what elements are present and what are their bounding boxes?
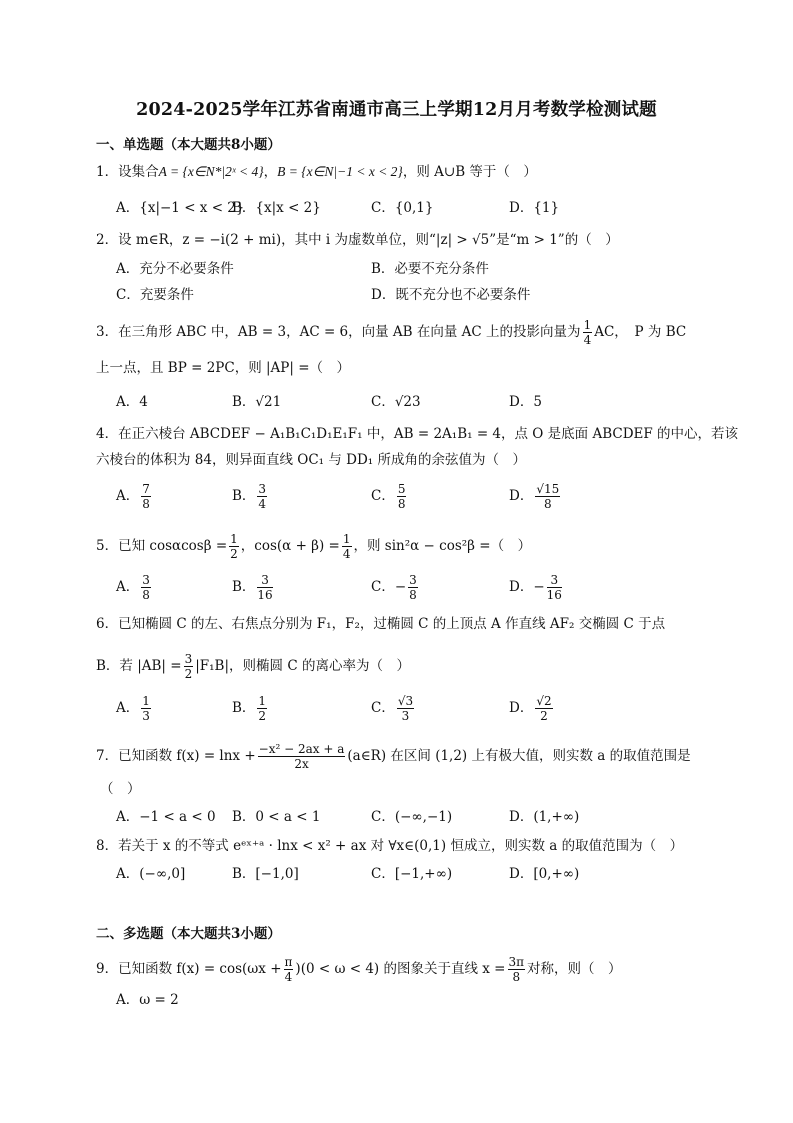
q6-option-a-denominator: 3 [142,709,150,723]
q7-fraction-denominator: 2x [294,757,309,771]
q4-option-b-label: B． [232,488,256,504]
q6-option-c-denominator: 3 [401,709,410,723]
question-8-stem: 8．若关于 x 的不等式 eᵉˣ⁺ᵃ · lnx < x² + ax 对 ∀x∈(0,1) 恒成立，则实数 a 的取值范围为（ ） [96,838,684,854]
q4-option-c-denominator: 8 [397,497,406,511]
question-9-stem [96,955,622,984]
q6-line2-suffix: |F₁B|，则椭圆 C 的离心率为（ ） [195,658,410,674]
q5-option-b-label: B． [232,579,256,595]
q5-option-d-label: D．− [509,579,545,595]
q9-suffix: 对称，则（ ） [527,961,622,977]
q5-option-b [232,573,275,602]
q3-fraction-denominator: 4 [583,333,592,347]
q6-line2-prefix: B．若 |AB| = [96,658,182,674]
q5-option-c-numerator: 3 [409,573,417,587]
q7-option-d: D．(1,+∞) [509,809,580,825]
question-6-line-1: 6．已知椭圆 C 的左、右焦点分别为 F₁，F₂，过椭圆 C 的上顶点 A 作直线 AF₂ 交椭圆 C 于点 [96,616,666,632]
q6-fraction-denominator: 2 [184,667,193,681]
q5-fraction-1 [229,532,239,561]
question-3-line-2: 上一点，且 BP = 2PC，则 |AP| =（ ） [96,360,351,376]
q3-fraction [583,318,593,347]
q5-option-d-denominator: 16 [546,588,562,602]
q3-line1-suffix: AC， P 为 BC [594,324,687,340]
q8-option-b: B．[−1,0] [232,866,299,882]
q7-option-c: C．(−∞,−1) [371,809,453,825]
q5-option-c [371,573,420,602]
question-7-line-2: （ ） [100,781,141,797]
q4-option-c-label: C． [371,488,395,504]
question-2-stem: 2．设 m∈R，z = −i(2 + mi)，其中 i 为虚数单位，则“|z| > √5”是“m > 1”的（ ） [96,232,619,248]
q5-middle: ，cos(α + β) = [240,538,340,554]
q5-option-c-denominator: 8 [409,588,417,602]
q6-option-b-numerator: 1 [258,694,267,708]
q6-option-d-denominator: 2 [540,709,548,723]
q9-fraction-2-numerator: 3π [508,955,525,969]
q7-prefix: 7．已知函数 f(x) = lnx + [96,748,256,764]
q8-option-a: A．(−∞,0] [116,866,186,882]
section-heading-multiple-choice: 二、多选题（本大题共3小题） [96,926,281,942]
q3-option-d: D．5 [509,394,542,410]
q4-option-d-denominator: 8 [543,497,552,511]
q1-separator: ， [263,164,278,180]
q4-option-c-numerator: 5 [397,482,406,496]
q5-fraction-2-numerator: 1 [342,532,351,546]
q9-option-a: A．ω = 2 [116,992,179,1008]
q5-option-b-numerator: 3 [257,573,272,588]
q1-set-b: B = {x∈N|−1 < x < 2} [277,164,403,179]
q1-suffix: ，则 A∪B 等于（ ） [402,164,537,180]
q3-option-b: B．√21 [232,394,282,410]
section-heading-single-choice: 一、单选题（本大题共8小题） [96,137,281,153]
q6-fraction [184,652,194,681]
q6-option-d-label: D． [509,700,534,716]
q9-fraction-1 [284,955,294,984]
q1-prefix: 1．设集合 [96,164,159,180]
q5-option-d-numerator: 3 [547,573,562,588]
q5-fraction-2 [342,532,352,561]
page-title: 2024-2025学年江苏省南通市高三上学期12月月考数学检测试题 [136,100,657,120]
q5-option-a [116,573,153,602]
q5-fraction-2-denominator: 4 [342,547,351,561]
q4-option-d-label: D． [509,488,534,504]
question-6-line-2 [96,652,410,681]
q6-option-c-numerator: √3 [397,694,414,708]
q6-option-b-label: B． [232,700,256,716]
q5-option-c-label: C．− [371,579,407,595]
q5-option-a-numerator: 3 [142,573,150,587]
q5-option-d [509,573,564,602]
q4-option-a-label: A． [116,488,140,504]
q7-suffix: (a∈R) 在区间 (1,2) 上有极大值，则实数 a 的取值范围是 [347,748,691,764]
q2-option-a: A．充分不必要条件 [116,261,234,277]
q2-option-c: C．充要条件 [116,287,194,303]
q9-middle: )(0 < ω < 4) 的图象关于直线 x = [295,961,506,977]
question-4-line-2: 六棱台的体积为 84，则异面直线 OC₁ 与 DD₁ 所成角的余弦值为（ ） [96,452,527,468]
q3-line1-prefix: 3．在三角形 ABC 中，AB = 3，AC = 6，向量 AB 在向量 AC 上的投影向量为 [96,324,581,340]
q1-option-d: D．{1} [509,200,560,216]
q7-fraction-numerator: −x² − 2ax + a [258,742,345,756]
q6-option-d-numerator: √2 [536,694,552,708]
question-4-line-1: 4．在正六棱台 ABCDEF − A₁B₁C₁D₁E₁F₁ 中，AB = 2A₁B₁ = 4，点 O 是底面 ABCDEF 的中心，若该 [96,426,739,442]
q9-fraction-2-denominator: 8 [512,970,521,984]
q7-option-b: B．0 < a < 1 [232,809,321,825]
q3-option-a: A．4 [116,394,148,410]
q2-option-b: B．必要不充分条件 [371,261,489,277]
q5-option-b-denominator: 16 [257,588,273,602]
q1-set-a: A = {x∈N*|2ˣ < 4} [158,164,264,179]
q4-option-a [116,482,153,511]
q1-option-b: B．{x|x < 2} [232,200,321,216]
q5-prefix: 5．已知 cosαcosβ = [96,538,228,554]
q1-option-c: C．{0,1} [371,200,434,216]
q6-option-a-numerator: 1 [142,694,150,708]
q8-option-c: C．[−1,+∞) [371,866,453,882]
question-1-stem [96,162,537,182]
question-7-line-1 [96,742,691,771]
q6-option-d [509,694,555,723]
q4-option-d-numerator: √15 [536,482,560,496]
q4-option-a-denominator: 8 [142,497,150,511]
q4-option-b-numerator: 3 [258,482,267,496]
q2-option-d: D．既不充分也不必要条件 [371,287,531,303]
question-5-stem [96,532,531,561]
q4-option-a-numerator: 7 [142,482,150,496]
q9-fraction-1-numerator: π [284,955,293,969]
q1-option-a: A．{x|−1 < x < 2} [116,200,245,216]
q6-option-b [232,694,269,723]
q6-option-a [116,694,153,723]
q8-option-d: D．[0,+∞) [509,866,580,882]
q4-option-b-denominator: 4 [258,497,267,511]
q6-option-c-label: C． [371,700,395,716]
q3-fraction-numerator: 1 [583,318,592,332]
q5-option-a-denominator: 8 [142,588,150,602]
q6-fraction-numerator: 3 [184,652,193,666]
q9-fraction-2 [508,955,526,984]
q4-option-b [232,482,269,511]
q5-option-a-label: A． [116,579,140,595]
q3-option-c: C．√23 [371,394,421,410]
q6-option-a-label: A． [116,700,140,716]
question-3-line-1 [96,318,686,347]
q5-suffix: ，则 sin²α − cos²β =（ ） [353,538,532,554]
q4-option-d [509,482,562,511]
q7-fraction [258,742,346,771]
q9-fraction-1-denominator: 4 [284,970,293,984]
q5-fraction-1-denominator: 2 [230,547,238,561]
q5-fraction-1-numerator: 1 [230,532,238,546]
q7-option-a: A．−1 < a < 0 [116,809,216,825]
q9-prefix: 9．已知函数 f(x) = cos(ωx + [96,961,282,977]
q6-option-b-denominator: 2 [258,709,267,723]
q4-option-c [371,482,408,511]
q6-option-c [371,694,416,723]
